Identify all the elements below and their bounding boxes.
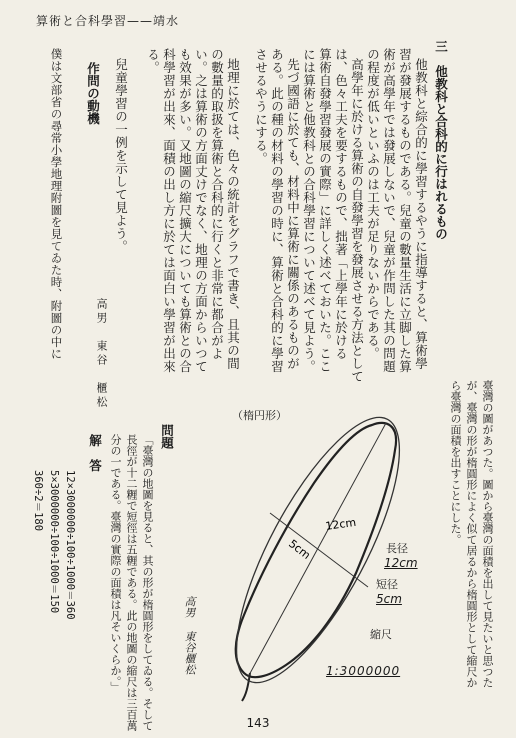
continuation-line-1: 臺灣の圖があつた。圖から臺灣の面積を出して見たいと思つた [481,380,494,688]
scale-value: 1:3000000 [326,664,401,678]
continuation-line-2: が、臺灣の形が楕圓形によく似て居るから楕圓形として縮尺か [465,380,478,688]
paragraph-2-line-2: の數量的取扱を算術と合科的に行くと非常に都合がよ [209,48,225,360]
answer-line-1: 12×3000000÷100÷1000＝360 [64,470,76,620]
minor-axis-label: 5cm [286,537,313,562]
author-credit: 高男 東谷 櫃松 [95,298,108,410]
paragraph-1-line-1: 他教科と綜合的に學習するやうに指導すると、算術學 [413,58,429,370]
paragraph-2-line-3: い。之は算術の方面丈けでなく、地理の方面からいつて [193,48,209,373]
paragraph-1-line-10: ある。此の種の材料の學習の時に、算術と合科的に學習 [269,48,285,373]
problem-label: 問題 [159,424,175,449]
paragraph-1-line-4: の程度が低いといふのは工夫が足りないからである。 [365,48,381,360]
paragraph-1-line-5: 高學年に於ける算術の自發學習を發展させる方法として [349,58,365,383]
legend-long-label: 長径 [386,542,408,555]
paragraph-1-line-6: は、色々工夫を要するもので、拙著「上學年に於ける [333,48,349,360]
paragraph-1-line-8: には算術と他教科との合科學習について述べて見よう。 [301,48,317,373]
paragraph-2-line-1: 地理に於ては、色々の統計をグラフで書き、且其の間 [225,58,241,370]
paragraph-1-line-2: 習が發展するものである。兒童の數量生活に立脚した算 [397,48,413,373]
answer-label: 解 答 [87,434,103,472]
continuation-line-3: ら臺灣の面積を出すことにした。 [449,380,462,545]
answer-line-2: 5×3000000÷100÷1000＝150 [48,470,60,614]
handwritten-author: 高男 東谷櫃松 [183,596,196,675]
scale-label: 縮尺 [370,628,392,641]
major-axis-label: 12cm [324,515,357,533]
legend-short-value: 5cm [376,592,402,606]
paragraph-3: 兒童學習の一例を示して見よう。 [113,58,129,253]
section-heading: 三 他教科と合科的に行はれるもの [433,40,449,240]
problem-line-2: 長徑が十二糎で短徑は五糎である。此の地圖の縮尺は三百萬 [125,434,138,731]
running-header: 算術と合科學習——靖水 [36,14,180,28]
answer-line-3: 360÷2＝180 [32,470,44,532]
example-text: 僕は文部省の尋常小學地理附圖を見てゐた時、附圖の中に [49,48,64,360]
problem-line-3: 分の一である。臺灣の實際の面積は凡そいくらか。」 [109,434,122,693]
paragraph-2-line-4: も效果が多い。又地圖の縮尺擴大についても算術との合 [177,48,193,373]
example-heading: 作問の動機 [85,62,101,125]
figure-caption: （楕円形） [232,409,287,422]
paragraph-1-line-9: 先づ國語に於ても、材料中に算術に關係のあるものが [285,58,301,370]
paragraph-1-line-11: させるやうにする。 [253,48,269,165]
page-number: 143 [246,716,270,730]
paragraph-1-line-3: 術が高學年では發展しないで、兒童が作問した其の問題 [381,48,397,373]
paragraph-2-line-6: る。 [145,48,161,74]
problem-line-1: 「臺灣の地圖を見ると、其の形が楕圓形をしてゐる。そして [141,434,154,731]
paragraph-1-line-7: 算術自發學習發展の實際」に詳しく述べておいた。ここ [317,48,333,373]
legend-long-value: 12cm [384,556,418,570]
paragraph-2-line-5: 科學習が出來、面積の出し方に於ては面白い學習が出來 [161,48,177,373]
legend-short-label: 短径 [376,578,398,591]
